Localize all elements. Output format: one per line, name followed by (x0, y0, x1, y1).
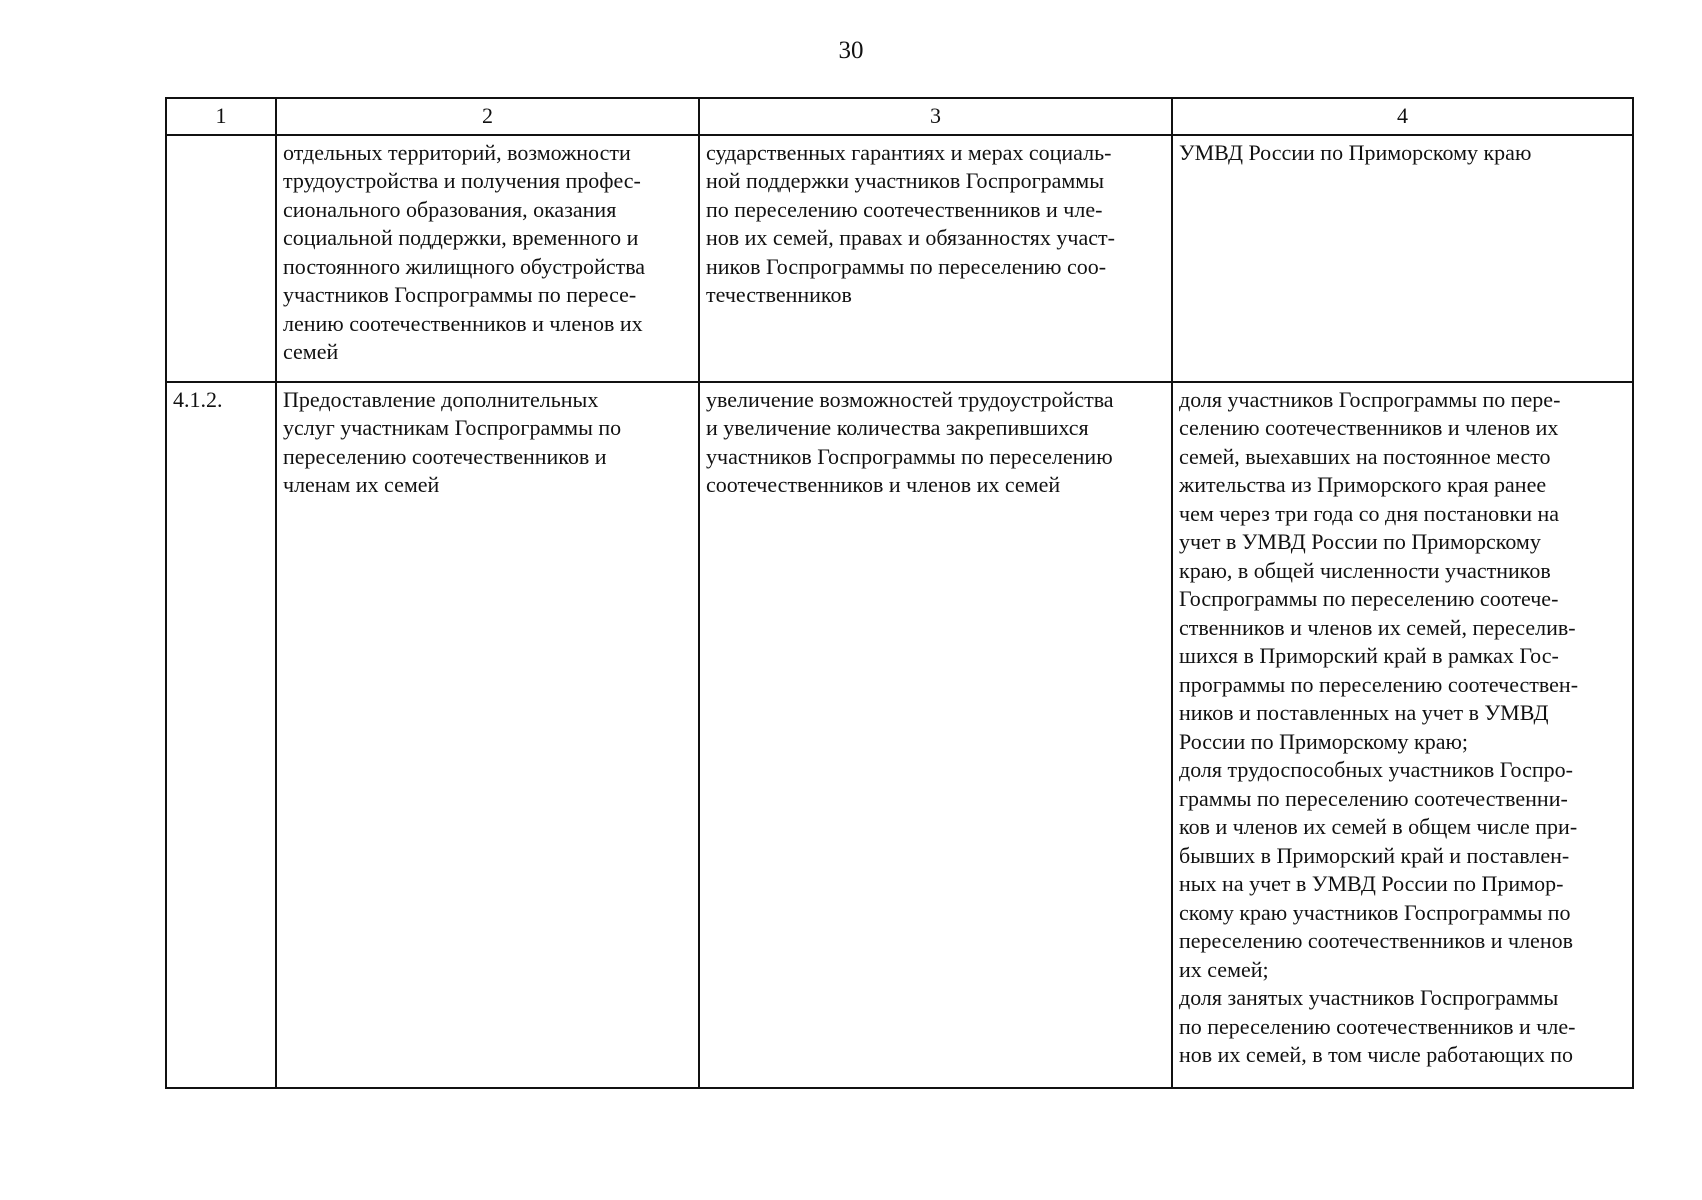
text-line: увеличение возможностей трудоустройства (706, 386, 1114, 412)
text-line: ных на учет в УМВД России по Примор- (1179, 871, 1564, 896)
text-line: учет в УМВД России по Приморскому (1179, 529, 1541, 554)
text-line: отдельных территорий, возможности (283, 139, 631, 165)
text-line: услуг участникам Госпрограммы по (283, 415, 622, 440)
text-line: селению соотечественников и членов их (1179, 415, 1559, 440)
event-cell (276, 135, 699, 382)
indicator-cell (1172, 382, 1633, 1088)
text-line: доля занятых участников Госпрограммы (1179, 985, 1559, 1010)
column-header-1: 1 (166, 98, 276, 135)
text-line: переселению соотечественников и (283, 443, 607, 469)
text-line: по переселению соотечественников и чле- (1179, 1013, 1576, 1039)
text-line: лению соотечественников и членов их (283, 310, 643, 336)
text-line: нов их семей, правах и обязанностях участ- (706, 225, 1115, 250)
indicator-cell (1172, 135, 1633, 382)
text-line: по переселению соотечественников и чле- (706, 196, 1103, 222)
text-line: России по Приморскому краю; (1179, 728, 1469, 754)
text-line: течественников (706, 282, 852, 307)
table-row (166, 382, 1633, 1088)
text-line: сударственных гарантиях и мерах социаль- (706, 139, 1112, 165)
text-line: нов их семей, в том числе работающих по (1179, 1042, 1573, 1067)
text-line: краю, в общей численности участников (1179, 557, 1551, 583)
result-cell (699, 382, 1172, 1088)
text-line: ников и поставленных на учет в УМВД (1179, 700, 1549, 725)
text-line: жительства из Приморского края ранее (1179, 472, 1547, 497)
text-line: доля участников Госпрограммы по пере- (1179, 386, 1561, 412)
text-line: скому краю участников Госпрограммы по (1179, 899, 1571, 925)
column-header-3: 3 (699, 98, 1172, 135)
text-line: их семей; (1179, 956, 1269, 982)
column-header-4: 4 (1172, 98, 1633, 135)
text-line: соотечественников и членов их семей (706, 472, 1061, 497)
row-number-cell: 4.1.2. (166, 382, 276, 1088)
text-line: программы по переселению соотечествен- (1179, 671, 1579, 697)
text-line: переселению соотечественников и членов (1179, 928, 1573, 953)
text-line: постоянного жилищного обустройства (283, 253, 646, 279)
text-line: ков и членов их семей в общем числе при- (1179, 814, 1578, 839)
text-line: бывших в Приморский край и поставлен- (1179, 842, 1570, 868)
text-line: УМВД России по Приморскому краю (1179, 139, 1532, 165)
page-number: 30 (838, 37, 864, 64)
document-table (165, 97, 1634, 1089)
text-line: семей (283, 339, 339, 364)
text-line: участников Госпрограммы по пересе- (283, 282, 637, 307)
text-line: ников Госпрограммы по переселению соо- (706, 253, 1107, 279)
column-header-2: 2 (276, 98, 699, 135)
row-number-cell (166, 135, 276, 382)
text-line: членам их семей (283, 472, 440, 497)
text-line: семей, выехавших на постоянное место (1179, 443, 1551, 469)
table-header-row (166, 98, 1633, 135)
text-line: социальной поддержки, временного и (283, 225, 639, 250)
text-line: и увеличение количества закрепившихся (706, 415, 1089, 440)
text-line: трудоустройства и получения профес- (283, 168, 641, 193)
text-line: участников Госпрограммы по переселению (706, 443, 1113, 469)
table-row (166, 135, 1633, 382)
text-line: сионального образования, оказания (283, 196, 617, 222)
text-line: ной поддержки участников Госпрограммы (706, 168, 1104, 193)
text-line: доля трудоспособных участников Госпро- (1179, 757, 1573, 782)
text-line: чем через три года со дня постановки на (1179, 500, 1560, 526)
text-line: ственников и членов их семей, переселив- (1179, 614, 1576, 640)
event-cell (276, 382, 699, 1088)
result-cell (699, 135, 1172, 382)
text-line: граммы по переселению соотечественни- (1179, 785, 1568, 811)
text-line: Предоставление дополнительных (283, 386, 599, 412)
text-line: Госпрограммы по переселению соотече- (1179, 586, 1559, 611)
text-line: шихся в Приморский край в рамках Гос- (1179, 643, 1559, 668)
